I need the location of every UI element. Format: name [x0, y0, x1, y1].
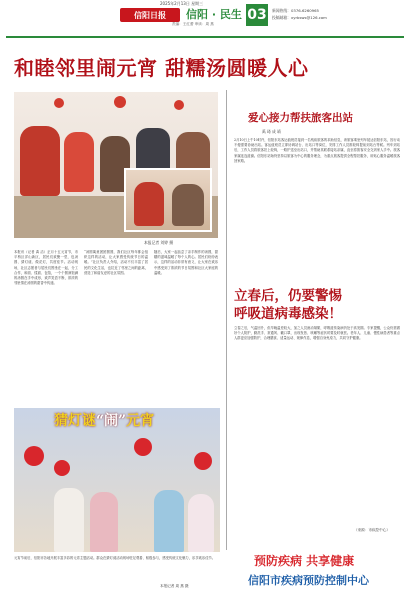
main-body-col1: 本报讯（记者 禹 洁）正月十五元宵节，市平桥区洋山新区，居民们欢聚一堂，包汤圆、猜灯谜、做花灯，共度佳节。活动现场，社区志愿者与居民们围坐在一起，分工合作，和面、揉面、包馅，一个个圆润饱满的汤圆在手中成形，欢声笑语不断，浓浓的邻里情在汤圆的甜香中传递。	[14, 250, 78, 286]
lantern-decoration	[134, 438, 152, 456]
lantern-decoration	[54, 460, 70, 476]
footer-ad-line2: 信阳市疾病预防控制中心	[248, 574, 369, 587]
contribution-email: 投稿邮箱：xyrbsws@126.com	[272, 15, 327, 20]
person-figure	[188, 494, 214, 552]
person-figure	[154, 490, 184, 552]
lantern-decoration	[114, 96, 126, 108]
section-title: 信阳 · 民生	[186, 8, 242, 21]
health-body: 立春之后，气温回升，但早晚温差较大，加之人员流动频繁，呼吸道传染病仍处于高发期。专家提醒，公众仍需做好个人防护，勤洗手、常通风、戴口罩，出现发热、咳嗽等症状时要及时就医。老年人、儿童、慢性病患者等重点人群更应加强防护，合理膳食、适量运动、规律作息，增强自身免疫力，共同守护健康。	[234, 326, 400, 341]
column-divider	[226, 90, 227, 550]
health-author: （来源：市疾控中心）	[354, 528, 390, 532]
page-number: 03	[246, 4, 268, 26]
masthead	[0, 0, 410, 44]
person-figure	[90, 492, 118, 552]
section-subtitle: 责编：王红蕾 审读：周 燕	[172, 22, 214, 26]
lantern-decoration	[54, 98, 64, 108]
main-photo	[14, 92, 218, 238]
lantern-decoration	[174, 100, 184, 110]
masthead-date: 2025年2月13日 星期三	[160, 1, 204, 6]
person-figure	[64, 132, 94, 192]
main-headline: 和睦邻里闹元宵 甜糯汤圆暖人心	[14, 56, 309, 80]
lantern-caption: 元宵节前后，信阳市各地开展丰富多彩的元宵主题活动。群众在猜灯谜活动现场驻足观看、积极参与，感受传统文化魅力，乐享欢乐佳节。	[14, 556, 216, 560]
lantern-headline	[54, 410, 154, 430]
inset-photo	[124, 168, 212, 232]
person-figure	[54, 488, 84, 552]
lantern-headline-quote: “闹”	[96, 413, 127, 429]
person-figure	[20, 126, 60, 196]
health-headline-line2: 呼吸道病毒感染！	[234, 306, 342, 322]
footer-ad	[234, 548, 402, 598]
newspaper-logo: 信阳日报	[120, 8, 180, 22]
lantern-decoration	[194, 452, 212, 470]
lantern-photo-credit: 本报记者 周 燕 摄	[160, 584, 189, 588]
lantern-headline-prefix: 猜灯谜	[54, 413, 96, 429]
side-story-body: 2月10日上午10时许，信阳东站客运值班员接到一名残疾旅客的求助信息，该旅客乘坐列车抵达信阳东站，因行动不便需要协助出站。客运值班员立即协调站台、出站口等岗位，安排工作人员推轮椅提前到站台等候。列车到站后，工作人员将旅客扶上轮椅，一路护送至出站口，并帮助其联系接站亲属，直至将旅客安全交到家人手中。旅客家属连连道谢。信阳东站始终坚持以旅客为中心的服务理念，为重点旅客提供全程帮扶服务，用贴心服务温暖旅客回家路。	[234, 138, 400, 163]
lantern-decoration	[24, 446, 44, 466]
main-body-col2: “汤圆寓意团团圆圆，我们社区每年都会组织这样的活动，让大家感受传统节日的温暖。”社区负责人介绍，活动不仅丰富了居民的文化生活，也拉近了邻里之间的距离，营造了和谐友爱的社区氛围。	[84, 250, 148, 275]
health-headline-line1: 立春后，仍要警惕	[234, 288, 342, 304]
lantern-headline-suffix: 元宵	[126, 413, 155, 429]
footer-ad-line1: 预防疾病 共享健康	[254, 554, 355, 568]
news-hotline: 新闻热线：0376-6260965	[272, 8, 319, 13]
main-body-col3: 随后，大家一起品尝了亲手制作的汤圆，甜糯的滋味温暖了每个人的心。居民们纷纷表示，这样的活动非常有意义，让大家在欢乐中感受到了浓浓的节日氛围和社区大家庭的温暖。	[154, 250, 218, 275]
main-photo-caption: 本报记者 刘婷 摄	[144, 240, 173, 245]
side-story-headline: 爱心接力帮扶旅客出站	[248, 112, 353, 124]
side-story-byline: 禹 琦 成 靖	[262, 129, 281, 134]
masthead-rule	[6, 36, 404, 38]
